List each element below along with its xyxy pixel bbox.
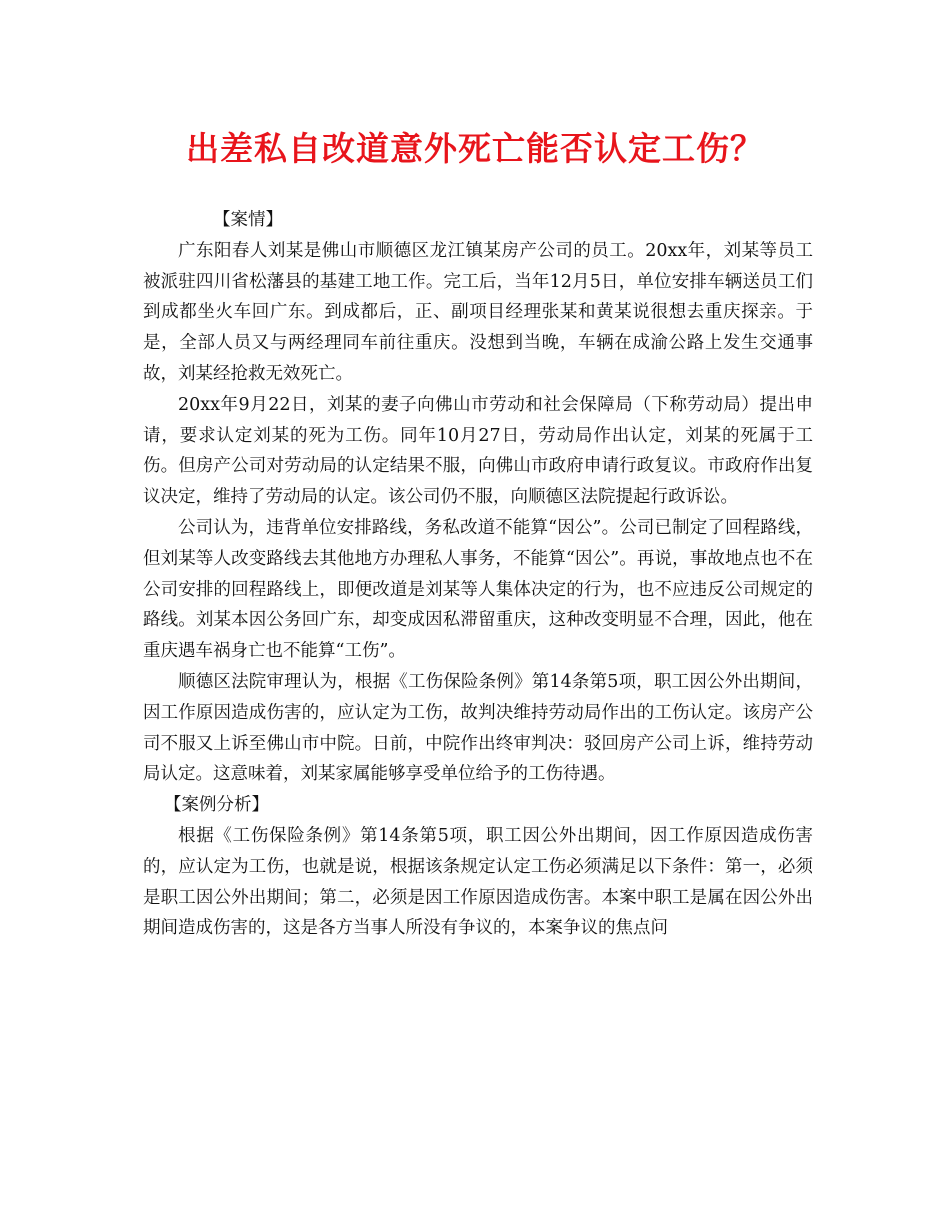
document-title: 出差私自改道意外死亡能否认定工伤？: [186, 129, 764, 168]
paragraph: 根据《工伤保险条例》第14条第5项，职工因公外出期间，因工作原因造成伤害的，应认定为工伤，也就是说，根据该条规定认定工伤必须满足以下条件：第一，必须是职工因公外出期间；第二，必须是因工作原因造成伤害。本案中职工是属在因公外出期间造成伤害的，这是各方当事人所没有争议的，本案争议的焦点问: [143, 825, 813, 939]
paragraph: 公司认为，违背单位安排路线，务私改道不能算“因公”。公司已制定了回程路线，但刘某等人改变路线去其他地方办理私人事务，不能算“因公”。再说，事故地点也不在公司安排的回程路线上，即便改道是刘某等人集体决定的行为，也不应违反公司规定的路线。刘某本因公务回广东，却变成因私滞留重庆，这种改变明显不合理，因此，他在重庆遇车祸身亡也不能算“工伤”。: [143, 517, 813, 662]
paragraph: 顺德区法院审理认为，根据《工伤保险条例》第14条第5项，职工因公外出期间，因工作原因造成伤害的，应认定为工伤，故判决维持劳动局作出的工伤认定。该房产公司不服又上诉至佛山市中院。日前，中院作出终审判决：驳回房产公司上诉，维持劳动局认定。这意味着，刘某家属能够享受单位给予的工伤待遇。: [143, 671, 813, 785]
section-heading-case: 【案情】: [213, 210, 283, 230]
document-body: [143, 205, 813, 944]
section-heading-analysis: 【案例分析】: [164, 795, 269, 816]
paragraph: 广东阳春人刘某是佛山市顺德区龙江镇某房产公司的员工。20xx年，刘某等员工被派驻四川省松藩县的基建工地工作。完工后，当年12月5日，单位安排车辆送员工们到成都坐火车回广东。到成都后，正、副项目经理张某和黄某说很想去重庆探亲。于是，全部人员又与两经理同车前往重庆。没想到当晚，车辆在成渝公路上发生交通事故，刘某经抢救无效死亡。: [143, 240, 813, 384]
paragraph: 20xx年9月22日，刘某的妻子向佛山市劳动和社会保障局（下称劳动局）提出申请，要求认定刘某的死为工伤。同年10月27日，劳动局作出认定，刘某的死属于工伤。但房产公司对劳动局的认定结果不服，向佛山市政府申请行政复议。市政府作出复议决定，维持了劳动局的认定。该公司仍不服，向顺德区法院提起行政诉讼。: [143, 394, 813, 508]
